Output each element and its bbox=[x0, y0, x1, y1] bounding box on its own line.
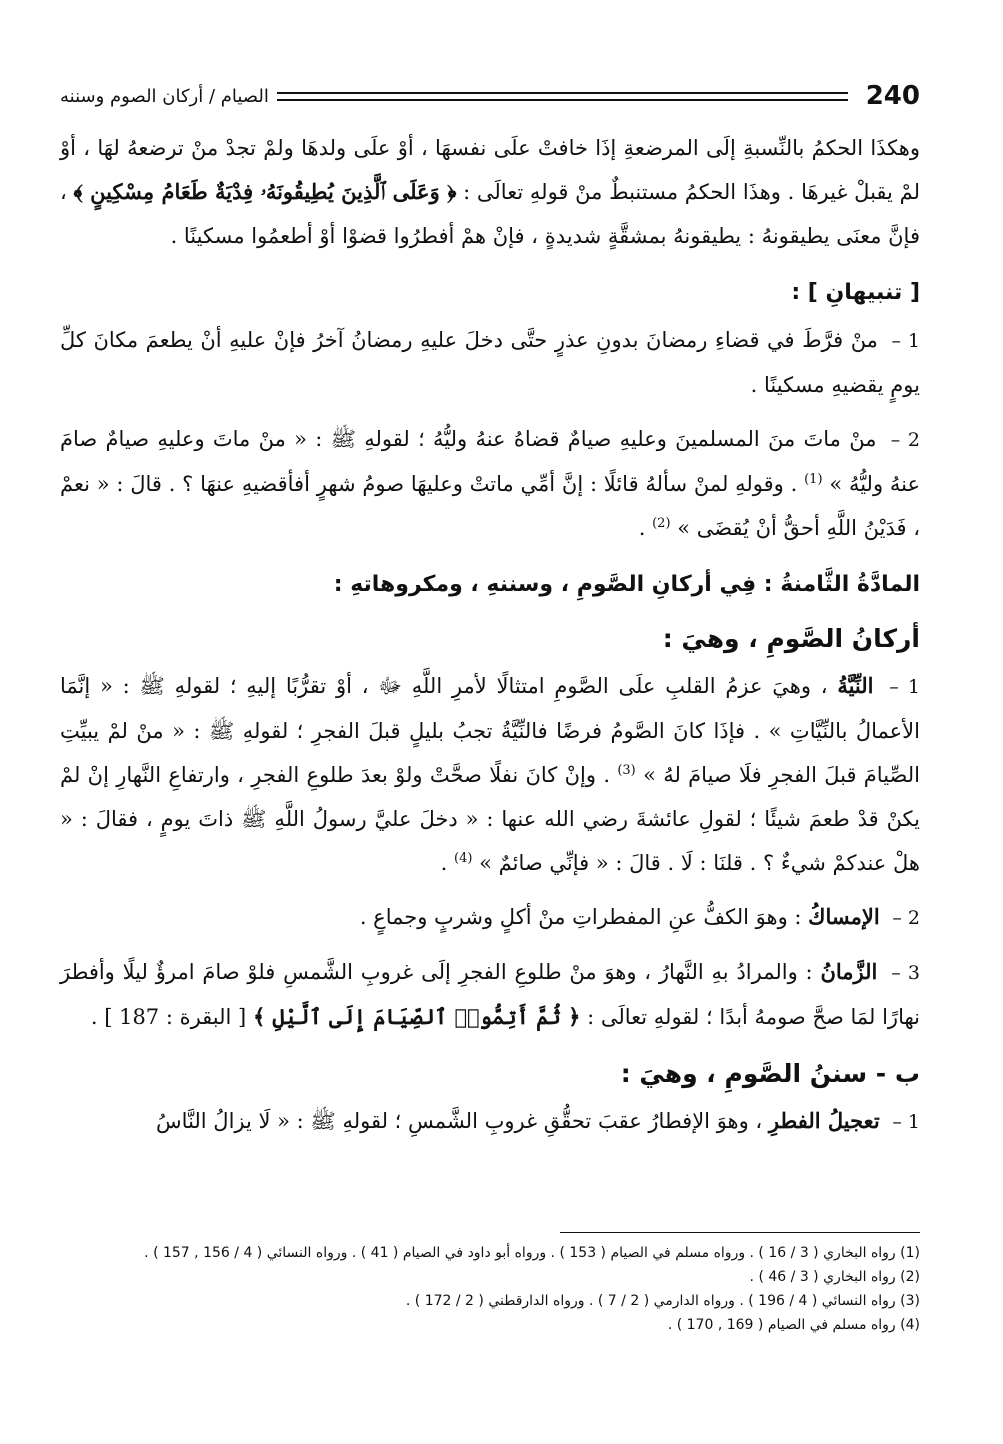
footnote-rule bbox=[560, 1232, 920, 1233]
footnote-ref[interactable]: (3) bbox=[617, 763, 636, 778]
sunan-heading: ب - سننُ الصَّومِ ، وهيَ : bbox=[620, 1059, 920, 1088]
page-header bbox=[60, 78, 920, 114]
header-rule bbox=[277, 92, 848, 101]
section-heading: المادَّةُ الثَّامنةُ : فِي أركانِ الصَّومِ ، وسننهِ ، ومكروهاتهِ : bbox=[333, 572, 920, 597]
tanbihan-heading: [ تنبيهانِ ] : bbox=[791, 280, 920, 305]
rukn-1: 1 – النِّيَّةُ ، وهيَ عزمُ القلبِ علَى الصَّومِ امتثالًا لأمرِ اللَّهِ ﷻ ، أوْ تقرُّبًا إليهِ ؛ لقولهِ ﷺ : « إنَّمَا الأعمالُ بالنِّيَّاتِ » . فإذَا كانَ الصَّومُ فرضًا فالنِّيَّةُ تجبُ بليلٍ قبلَ الفجرِ ؛ لقولهِ ﷺ : « منْ لمْ يبيِّتِ الصِّيامَ قبلَ الفجرِ فلَا صيامَ لهُ » $^{(3)}$ . وإنْ كانَ نفلًا صحَّتْ ولوْ بعدَ طلوعِ الفجرِ ، وارتفاعِ النَّهارِ إنْ لمْ يكنْ قدْ طعمَ شيئًا ؛ لقولِ عائشةَ رضي الله عنها : « دخلَ عليَّ رسولُ اللَّهِ ﷺ ذاتَ يومٍ ، فقالَ : « هلْ عندكمْ شيءٌ ؟ . قلنَا : لَا . قالَ : « فإنِّي صائمٌ » $^{(4)}$ . bbox=[60, 673, 920, 875]
footnote-3: (3) رواه النسائي ( 4 / 196 ) . ورواه الدارمي ( 2 / 7 ) . ورواه الدارقطني ( 2 / 172 ) . bbox=[405, 1293, 920, 1309]
footnote-4: (4) رواه مسلم في الصيام ( 169 , 170 ) . bbox=[667, 1317, 920, 1333]
rukn-2: 2 – الإمساكُ : وهوَ الكفُّ عنِ المفطراتِ منْ أكلٍ وشربٍ وجماعٍ . bbox=[359, 904, 920, 929]
footnote-ref[interactable]: (4) bbox=[454, 851, 473, 866]
body-text bbox=[60, 126, 920, 1154]
footnote-ref[interactable]: (1) bbox=[804, 472, 823, 487]
running-title: الصيام / أركان الصوم وسننه bbox=[60, 85, 269, 107]
tanbih-1: 1 – منْ فرَّطَ في قضاءِ رمضانَ بدونِ عذرٍ حتَّى دخلَ عليهِ رمضانُ آخرُ فإنْ عليهِ أنْ يطعمَ مكانَ كلِّ يومٍ يقضيهِ مسكينًا . bbox=[60, 328, 920, 397]
rukn-3: 3 – الزَّمانُ : والمرادُ بهِ النَّهارُ ، وهوَ منْ طلوعِ الفجرِ إلَى غروبِ الشَّمسِ فلوْ صامَ امرؤٌ ليلًا وأفطرَ نهارًا لمَا صحَّ صومهُ أبدًا ؛ لقولهِ تعالَى : ﴿ ثُمَّ أَتِمُّوا۟ ٱلصِّيَامَ إِلَى ٱلَّيْلِ ﴾ [ البقرة : 187 ] . bbox=[60, 959, 920, 1029]
sunnah-1: 1 – تعجيلُ الفطرِ ، وهوَ الإفطارُ عقبَ تحقُّقِ غروبِ الشَّمسِ ؛ لقولهِ ﷺ : « لَا يزالُ النَّاسُ bbox=[156, 1108, 920, 1133]
quran-verse: ﴿ ثُمَّ أَتِمُّوا۟ ٱلصِّيَامَ إِلَى ٱلَّيْلِ ﴾ bbox=[252, 1004, 581, 1029]
tanbih-2: 2 – منْ ماتَ منَ المسلمينَ وعليهِ صيامٌ قضاهُ عنهُ وليُّهُ ؛ لقولهِ ﷺ : « منْ ماتَ وعليهِ صيامٌ صامَ عنهُ وليُّهُ » $^{(1)}$ . وقولهِ لمنْ سألهُ قائلًا : إنَّ أمِّي ماتتْ وعليهَا صومُ شهرٍ أفأقضيهِ عنهَا ؟ . قالَ : « نعمْ ، فَدَيْنُ اللَّهِ أحقُّ أنْ يُقضَى » $^{(2)}$ . bbox=[60, 427, 921, 540]
paragraph-nursing: وهكذَا الحكمُ بالنِّسبةِ إلَى المرضعةِ إذَا خافتْ علَى نفسهَا ، أوْ علَى ولدهَا ولمْ تجدْ منْ ترضعهُ لهَا ، أوْ لمْ يقبلْ غيرهَا . وهذَا الحكمُ مستنبطٌ منْ قولهِ تعالَى : ﴿ وَعَلَى ٱلَّذِينَ يُطِيقُونَهُۥ فِدْيَةٌ طَعَامُ مِسْكِينٍ ﴾ ، فإنَّ معنَى يطيقونهُ : يطيقونهُ بمشقَّةٍ شديدةٍ ، فإنْ همْ أفطرُوا قضوْا أوْ أطعمُوا مسكينًا . bbox=[60, 136, 920, 248]
footnote-2: (2) رواه البخاري ( 3 / 46 ) . bbox=[749, 1269, 920, 1285]
footnote-1: (1) رواه البخاري ( 3 / 16 ) . ورواه مسلم في الصيام ( 153 ) . ورواه أبو داود في الصيام ( 41 ) . ورواه النسائي ( 4 / 156 , 157 ) . bbox=[144, 1245, 920, 1261]
page-number: 240 bbox=[865, 81, 920, 111]
quran-verse: ﴿ وَعَلَى ٱلَّذِينَ يُطِيقُونَهُۥ فِدْيَةٌ طَعَامُ مِسْكِينٍ ﴾ bbox=[73, 179, 457, 204]
footnote-ref[interactable]: (2) bbox=[652, 516, 671, 531]
footnotes bbox=[60, 1232, 920, 1337]
arkan-heading: أركانُ الصَّومِ ، وهيَ : bbox=[662, 624, 920, 653]
book-page bbox=[60, 70, 920, 1410]
